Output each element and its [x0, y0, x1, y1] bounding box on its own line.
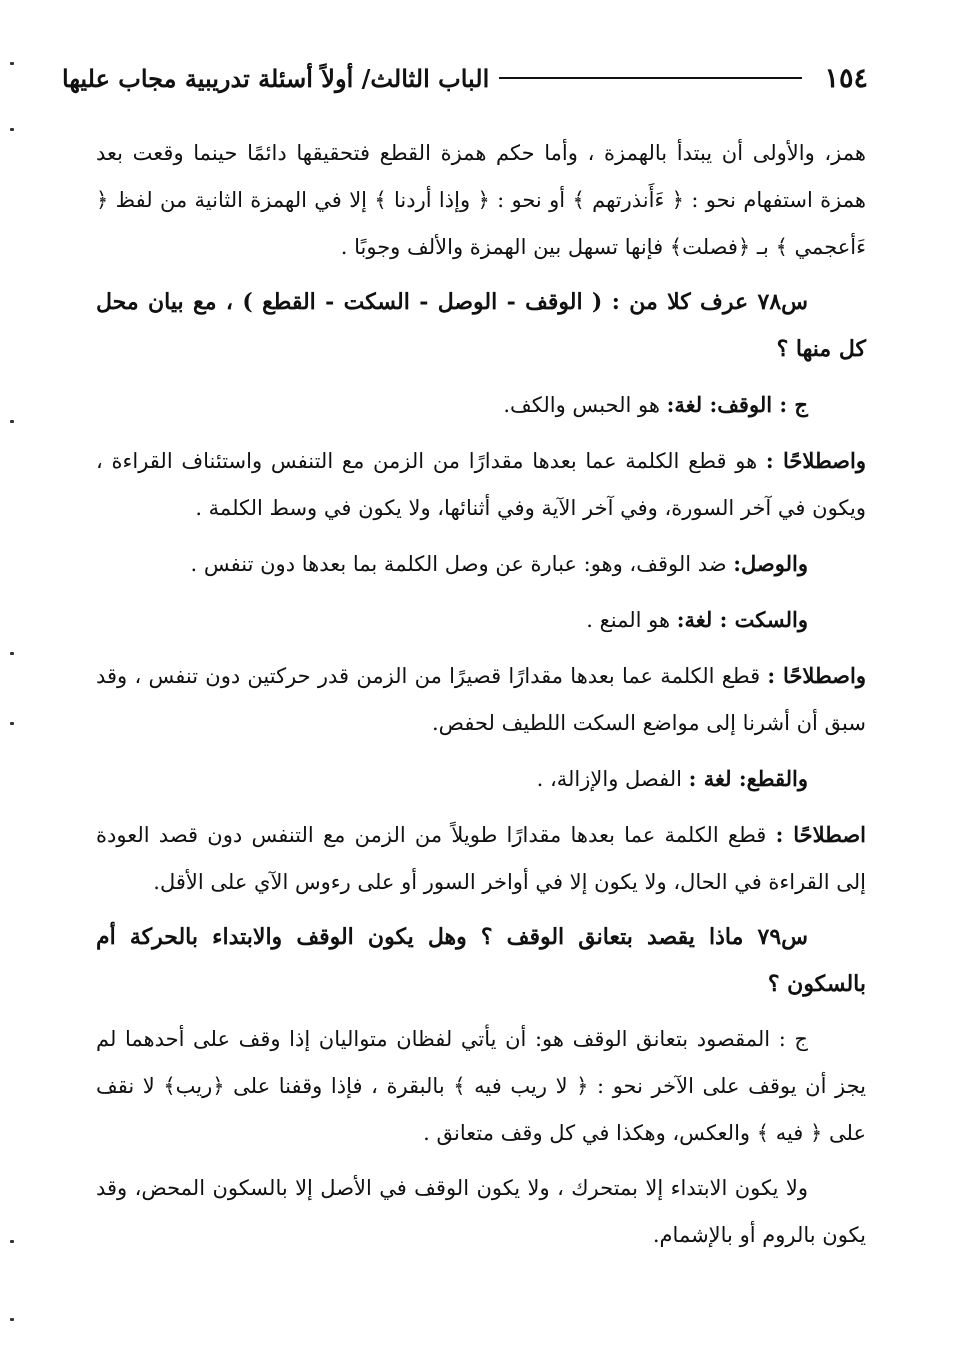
term-label: والسكت : لغة: [676, 607, 808, 632]
qat-lugha [96, 755, 866, 803]
answer-waqf-lugha [96, 381, 866, 429]
scan-speck [10, 652, 14, 655]
paragraph-ibtida: ولا يكون الابتداء إلا بمتحرك ، ولا يكون الوقف في الأصل إلا بالسكون المحض، وقد يكون بالروم أو بالإشمام. [96, 1176, 866, 1247]
wasl-definition [96, 540, 866, 588]
definition-text: هو المنع . [586, 608, 677, 632]
header-rule [499, 77, 802, 79]
scan-speck [10, 62, 14, 65]
answer-taanuq: ج : المقصود بتعانق الوقف هو: أن يأتي لفظان متواليان إذا وقف على أحدهما لم يجز أن يوقف على الآخر نحو : ﴿ لا ريب فيه ﴾ بالبقرة ، فإذا وقفنا على ﴿ريب﴾ لا نقف على ﴿ فيه ﴾ والعكس، وهكذا في كل وقف متعانق . [96, 1027, 866, 1145]
sakt-istilahan [96, 652, 866, 747]
header-title: الباب الثالث/ أولاً أسئلة تدريبية مجاب عليها [62, 63, 490, 93]
definition-text: هو الحبس والكف. [503, 393, 667, 417]
term-label: ج : الوقف: لغة: [666, 392, 808, 417]
definition-text: هو قطع الكلمة عما بعدها مقدارًا من الزمن مع التنفس واستئناف القراءة ، ويكون في آخر السورة، وفي آخر الآية وفي أثنائها، ولا يكون في وسط الكلمة . [96, 449, 866, 520]
term-label: والقطع: لغة : [688, 766, 808, 791]
page-body [96, 130, 866, 1267]
page-number: ١٥٤ [824, 62, 868, 94]
definition-text: قطع الكلمة عما بعدها مقدارًا قصيرًا من الزمن قدر حركتين دون تنفس ، وقد سبق أن أشرنا إلى مواضع السكت اللطيف لحفص. [96, 664, 866, 735]
sakt-lugha [96, 596, 866, 644]
scan-speck [10, 128, 14, 131]
paragraph-hamza: همز، والأولى أن يبتدأ بالهمزة ، وأما حكم همزة القطع فتحقيقها دائمًا حينما وقعت بعد همزة استفهام نحو : ﴿ ءَأَنذرتهم ﴾ أو نحو : ﴿ وإذا أردنا ﴾ إلا في الهمزة الثانية من لفظ ﴿ ءَأعجمي ﴾ بـ ﴿فصلت﴾ فإنها تسهل بين الهمزة والألف وجوبًا . [96, 141, 866, 259]
definition-text: ضد الوقف، وهو: عبارة عن وصل الكلمة بما بعدها دون تنفس . [190, 552, 734, 576]
scan-speck [10, 420, 14, 423]
question-78: س٧٨ عرف كلا من : ( الوقف - الوصل - السكت - القطع ) ، مع بيان محل كل منها ؟ [96, 289, 866, 362]
qat-istilahan [96, 811, 866, 906]
scan-speck [10, 722, 14, 725]
term-label: واصطلاحًا : [767, 663, 866, 688]
waqf-istilahan [96, 437, 866, 532]
question-79: س٧٩ ماذا يقصد بتعانق الوقف ؟ وهل يكون الوقف والابتداء بالحركة أم بالسكون ؟ [96, 924, 866, 997]
term-label: والوصل: [733, 551, 808, 576]
definition-text: الفصل والإزالة، . [536, 767, 689, 791]
term-label: واصطلاحًا : [765, 448, 866, 473]
term-label: اصطلاحًا : [775, 822, 866, 847]
definition-text: قطع الكلمة عما بعدها مقدارًا طويلاً من الزمن مع التنفس دون قصد العودة إلى القراءة في الحال، ولا يكون إلا في أواخر السور أو على رءوس الآي على الأقل. [96, 823, 866, 894]
scan-speck [10, 1240, 14, 1243]
scan-speck [10, 1318, 14, 1321]
running-header [62, 58, 868, 98]
